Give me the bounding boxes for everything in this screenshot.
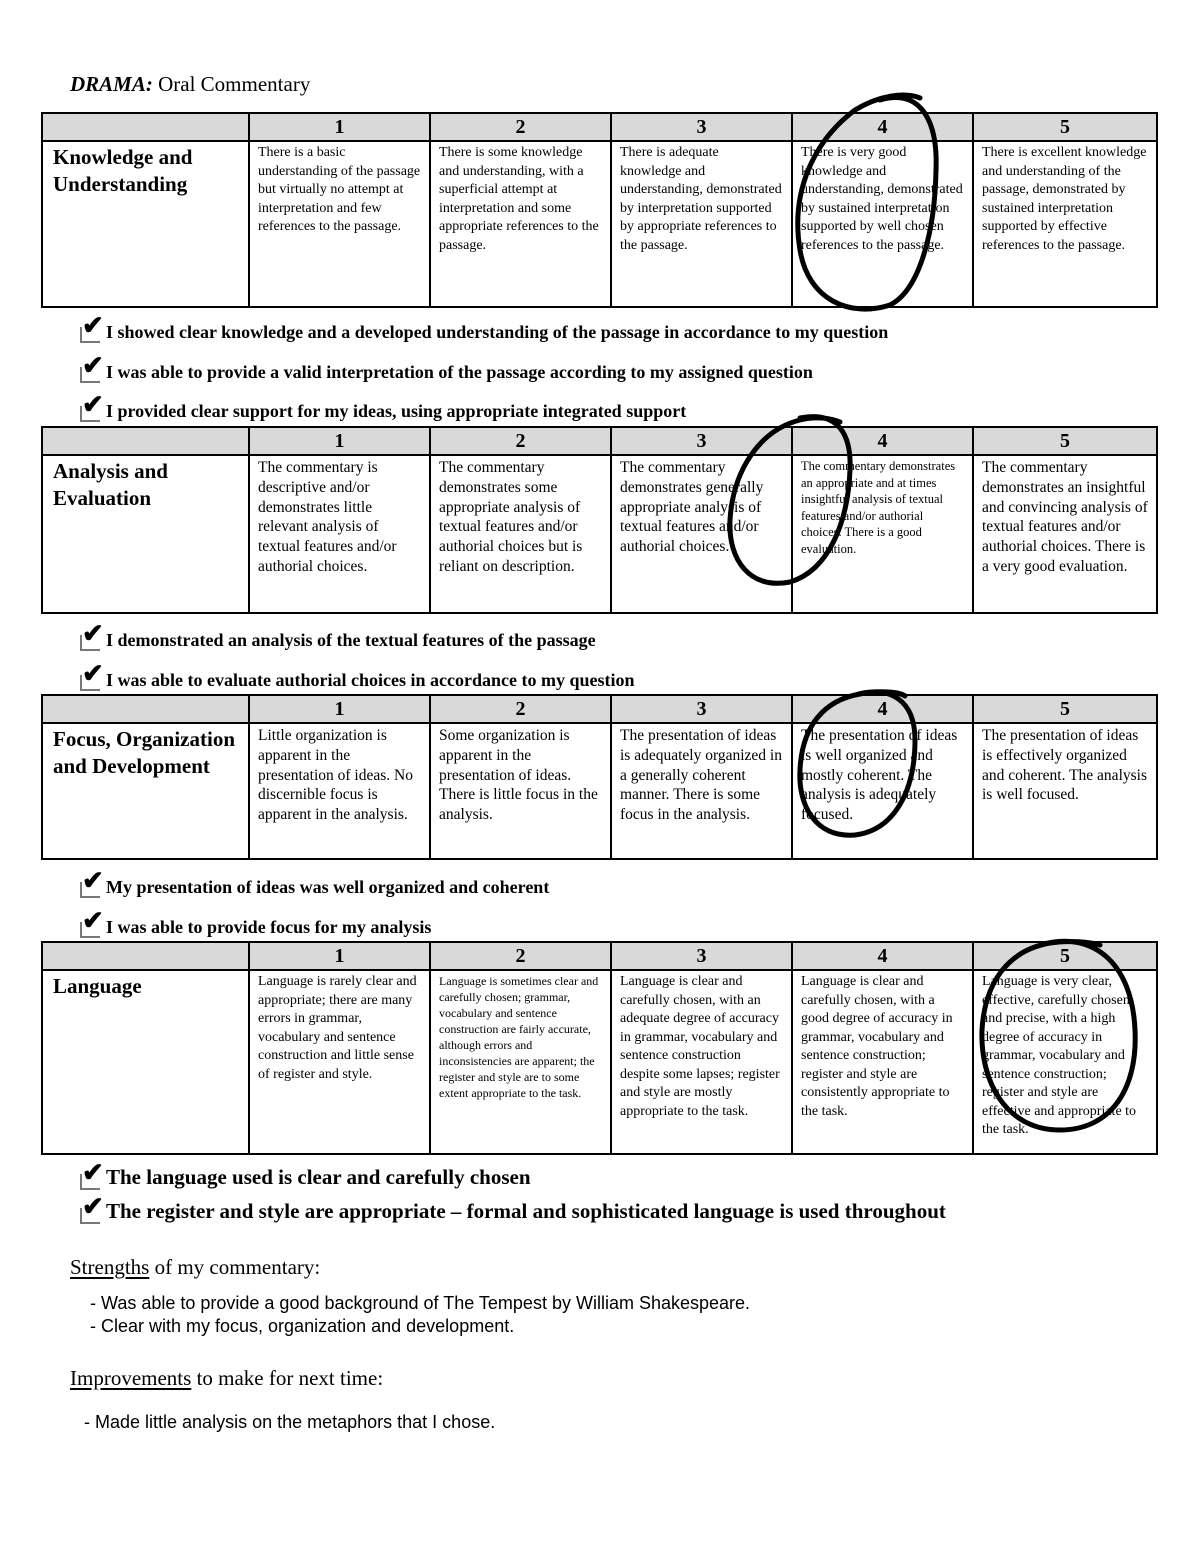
score-header-2: 2 [430, 942, 611, 970]
title-genre: DRAMA: [70, 72, 153, 96]
score-header-1: 1 [249, 113, 430, 141]
descriptor-cell: Little organization is apparent in the presentation of ideas. No discernible focus is apparent in the analysis. [249, 723, 430, 859]
score-header-4: 4 [792, 942, 973, 970]
checklist-item [80, 311, 889, 343]
criterion-label: Analysis and Evaluation [42, 455, 249, 613]
checkbox-icon [80, 390, 104, 422]
checkbox-icon [80, 866, 104, 898]
score-header-1: 1 [249, 942, 430, 970]
checkmark-icon: ✔ [82, 311, 104, 340]
header-blank-cell [42, 942, 249, 970]
score-header-2: 2 [430, 695, 611, 723]
criterion-label: Focus, Organization and Development [42, 723, 249, 859]
rubric-table-knowledge [41, 112, 1158, 308]
improvements-heading [70, 1366, 383, 1391]
checkbox-icon [80, 1192, 104, 1224]
strengths-heading-rest: of my commentary: [149, 1255, 321, 1279]
checklist-text: My presentation of ideas was well organized and coherent [106, 877, 550, 897]
descriptor-cell: There is excellent knowledge and understanding of the passage, demonstrated by sustained interpretation supported by effective references to the passage. [973, 141, 1157, 307]
descriptor-cell: The commentary is descriptive and/or demonstrates little relevant analysis of textual features and/or authorial choices. [249, 455, 430, 613]
checklist-item [80, 1158, 531, 1190]
document-title [70, 72, 310, 97]
descriptor-cell: The commentary demonstrates an appropriate and at times insightful analysis of textual features and/or authorial choices. There is a good evaluation. [792, 455, 973, 613]
score-header-3: 3 [611, 695, 792, 723]
rubric-row [42, 723, 1157, 859]
rubric-header-row [42, 113, 1157, 141]
descriptor-cell: There is a basic understanding of the passage but virtually no attempt at interpretation and few references to the passage. [249, 141, 430, 307]
descriptor-cell: Language is clear and carefully chosen, with an adequate degree of accuracy in grammar, vocabulary and sentence construction despite some lapses; register and style are mostly appropriate to the task. [611, 970, 792, 1154]
descriptor-cell: Language is sometimes clear and carefully chosen; grammar, vocabulary and sentence construction are fairly accurate, although errors and inconsistencies are apparent; the register and style are to some extent appropriate to the task. [430, 970, 611, 1154]
descriptor-cell: Language is clear and carefully chosen, with a good degree of accuracy in grammar, vocabulary and sentence construction; register and style are consistently appropriate to the task. [792, 970, 973, 1154]
descriptor-cell: There is adequate knowledge and understanding, demonstrated by interpretation supported by appropriate references to the passage. [611, 141, 792, 307]
score-header-2: 2 [430, 427, 611, 455]
checkbox-icon [80, 311, 104, 343]
rubric-header-row [42, 427, 1157, 455]
strength-item: - Was able to provide a good background of The Tempest by William Shakespeare. [90, 1292, 750, 1315]
descriptor-cell: Some organization is apparent in the presentation of ideas. There is little focus in the analysis. [430, 723, 611, 859]
score-header-4: 4 [792, 427, 973, 455]
header-blank-cell [42, 695, 249, 723]
descriptor-cell: The commentary demonstrates some appropriate analysis of textual features and/or authorial choices but is reliant on description. [430, 455, 611, 613]
rubric-header-row [42, 942, 1157, 970]
checkbox-icon [80, 659, 104, 691]
checkbox-icon [80, 906, 104, 938]
checkmark-icon: ✔ [82, 1192, 104, 1221]
checkmark-icon: ✔ [82, 866, 104, 895]
criterion-label: Knowledge and Understanding [42, 141, 249, 307]
score-header-5: 5 [973, 427, 1157, 455]
descriptor-cell: Language is rarely clear and appropriate; there are many errors in grammar, vocabulary and sentence construction and little sense of register and style. [249, 970, 430, 1154]
header-blank-cell [42, 113, 249, 141]
checklist-text: I provided clear support for my ideas, using appropriate integrated support [106, 401, 687, 421]
rubric-table-analysis [41, 426, 1158, 614]
checklist-item [80, 866, 550, 898]
strength-item: - Clear with my focus, organization and development. [90, 1315, 750, 1338]
checklist-item [80, 1192, 946, 1224]
checkbox-icon [80, 351, 104, 383]
descriptor-cell: Language is very clear, effective, carefully chosen and precise, with a high degree of accuracy in grammar, vocabulary and sentence construction; register and style are effective and appropriate to the task. [973, 970, 1157, 1154]
improvements-heading-rest: to make for next time: [191, 1366, 384, 1390]
score-header-3: 3 [611, 427, 792, 455]
rubric-row [42, 970, 1157, 1154]
checklist-text: The register and style are appropriate – formal and sophisticated language is used throughout [106, 1199, 946, 1223]
checkmark-icon: ✔ [82, 659, 104, 688]
descriptor-cell: The presentation of ideas is adequately organized in a generally coherent manner. There is some focus in the analysis. [611, 723, 792, 859]
score-header-4: 4 [792, 113, 973, 141]
checklist-item [80, 390, 687, 422]
descriptor-cell: The presentation of ideas is effectively organized and coherent. The analysis is well focused. [973, 723, 1157, 859]
rubric-row [42, 455, 1157, 613]
checklist-item [80, 906, 432, 938]
rubric-table-focus [41, 694, 1158, 860]
strengths-list [90, 1292, 750, 1338]
descriptor-cell: There is some knowledge and understanding, with a superficial attempt at interpretation and some appropriate references to the passage. [430, 141, 611, 307]
improvements-list [84, 1411, 495, 1434]
descriptor-cell: The presentation of ideas is well organized and mostly coherent. The analysis is adequately focused. [792, 723, 973, 859]
checkmark-icon: ✔ [82, 619, 104, 648]
descriptor-cell: There is very good knowledge and understanding, demonstrated by sustained interpretation supported by well chosen references to the passage. [792, 141, 973, 307]
strengths-heading [70, 1255, 320, 1280]
checkbox-icon [80, 619, 104, 651]
score-header-1: 1 [249, 695, 430, 723]
rubric-table-language [41, 941, 1158, 1155]
strengths-heading-underlined: Strengths [70, 1255, 150, 1279]
title-name: Oral Commentary [158, 72, 311, 96]
checkbox-icon [80, 1158, 104, 1190]
header-blank-cell [42, 427, 249, 455]
improvement-item: - Made little analysis on the metaphors that I chose. [84, 1411, 495, 1434]
score-header-4: 4 [792, 695, 973, 723]
score-header-3: 3 [611, 113, 792, 141]
checklist-text: I was able to evaluate authorial choices in accordance to my question [106, 670, 635, 690]
checklist-item [80, 659, 635, 691]
rubric-row [42, 141, 1157, 307]
score-header-5: 5 [973, 695, 1157, 723]
descriptor-cell: The commentary demonstrates an insightful and convincing analysis of textual features and/or authorial choices. There is a very good evaluation. [973, 455, 1157, 613]
score-header-1: 1 [249, 427, 430, 455]
checklist-text: I was able to provide a valid interpretation of the passage according to my assigned question [106, 362, 813, 382]
checklist-text: I demonstrated an analysis of the textual features of the passage [106, 630, 596, 650]
score-header-3: 3 [611, 942, 792, 970]
descriptor-cell: The commentary demonstrates generally appropriate analysis of textual features and/or authorial choices. [611, 455, 792, 613]
checkmark-icon: ✔ [82, 1158, 104, 1187]
checkmark-icon: ✔ [82, 906, 104, 935]
score-header-2: 2 [430, 113, 611, 141]
checklist-text: I showed clear knowledge and a developed understanding of the passage in accordance to my question [106, 322, 889, 342]
improvements-heading-underlined: Improvements [70, 1366, 192, 1390]
rubric-header-row [42, 695, 1157, 723]
checklist-item [80, 351, 813, 383]
checklist-item [80, 619, 596, 651]
score-header-5: 5 [973, 113, 1157, 141]
score-header-5: 5 [973, 942, 1157, 970]
checkmark-icon: ✔ [82, 351, 104, 380]
criterion-label: Language [42, 970, 249, 1154]
checklist-text: The language used is clear and carefully chosen [106, 1165, 531, 1189]
checklist-text: I was able to provide focus for my analysis [106, 917, 432, 937]
checkmark-icon: ✔ [82, 390, 104, 419]
